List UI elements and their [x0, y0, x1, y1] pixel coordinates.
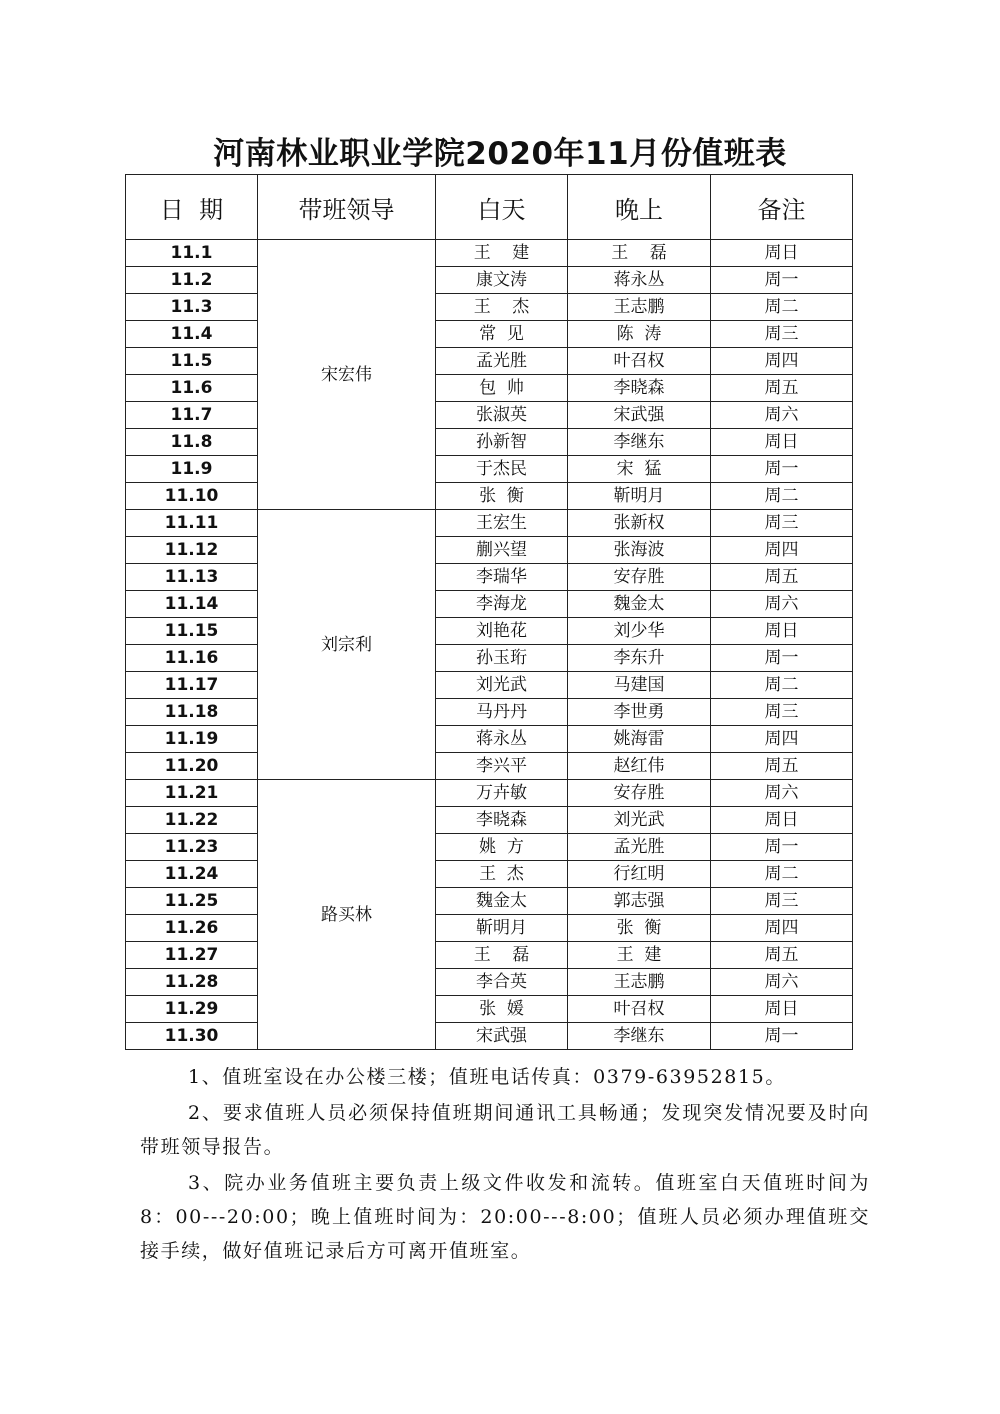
cell-date: 11.10	[126, 483, 258, 510]
header-leader: 带班领导	[258, 175, 436, 240]
cell-date: 11.25	[126, 888, 258, 915]
table-row	[126, 537, 853, 564]
cell-night-duty: 张海波	[568, 537, 711, 564]
cell-date: 11.26	[126, 915, 258, 942]
cell-day-duty: 李瑞华	[436, 564, 568, 591]
table-row	[126, 942, 853, 969]
cell-remark: 周二	[711, 294, 853, 321]
cell-leader: 宋宏伟	[258, 240, 436, 510]
cell-date: 11.13	[126, 564, 258, 591]
cell-remark: 周二	[711, 483, 853, 510]
page-title: 河南林业职业学院2020年11月份值班表	[213, 136, 787, 172]
cell-day-duty: 李晓森	[436, 807, 568, 834]
cell-night-duty: 王 建	[568, 942, 711, 969]
cell-remark: 周日	[711, 996, 853, 1023]
table-row	[126, 834, 853, 861]
cell-date: 11.29	[126, 996, 258, 1023]
cell-day-duty: 刘光武	[436, 672, 568, 699]
table-row	[126, 807, 853, 834]
cell-day-duty: 王 杰	[436, 861, 568, 888]
cell-remark: 周六	[711, 969, 853, 996]
table-row	[126, 726, 853, 753]
note-2: 2、要求值班人员必须保持值班期间通讯工具畅通；发现突发情况要及时向带班领导报告。	[140, 1102, 870, 1158]
cell-night-duty: 靳明月	[568, 483, 711, 510]
notes-section	[140, 1060, 870, 1270]
cell-night-duty: 叶召权	[568, 348, 711, 375]
cell-night-duty: 王志鹏	[568, 294, 711, 321]
cell-remark: 周二	[711, 861, 853, 888]
cell-remark: 周三	[711, 888, 853, 915]
table-row	[126, 969, 853, 996]
cell-night-duty: 李继东	[568, 1023, 711, 1050]
cell-remark: 周日	[711, 807, 853, 834]
cell-day-duty: 宋武强	[436, 1023, 568, 1050]
cell-remark: 周日	[711, 429, 853, 456]
cell-day-duty: 刘艳花	[436, 618, 568, 645]
cell-date: 11.24	[126, 861, 258, 888]
table-row	[126, 348, 853, 375]
cell-remark: 周五	[711, 753, 853, 780]
cell-remark: 周一	[711, 267, 853, 294]
cell-date: 11.12	[126, 537, 258, 564]
cell-remark: 周四	[711, 915, 853, 942]
header-date: 日 期	[126, 175, 258, 240]
cell-day-duty: 魏金太	[436, 888, 568, 915]
cell-day-duty: 张 媛	[436, 996, 568, 1023]
cell-night-duty: 李继东	[568, 429, 711, 456]
cell-leader: 刘宗利	[258, 510, 436, 780]
cell-night-duty: 宋 猛	[568, 456, 711, 483]
table-row	[126, 240, 853, 267]
cell-leader: 路买林	[258, 780, 436, 1050]
table-row	[126, 510, 853, 537]
cell-date: 11.2	[126, 267, 258, 294]
table-row	[126, 483, 853, 510]
table-row	[126, 591, 853, 618]
cell-date: 11.15	[126, 618, 258, 645]
cell-day-duty: 靳明月	[436, 915, 568, 942]
cell-day-duty: 王宏生	[436, 510, 568, 537]
cell-date: 11.6	[126, 375, 258, 402]
cell-date: 11.23	[126, 834, 258, 861]
table-row	[126, 456, 853, 483]
table-row	[126, 861, 853, 888]
cell-date: 11.11	[126, 510, 258, 537]
table-row	[126, 402, 853, 429]
table-row	[126, 915, 853, 942]
cell-night-duty: 宋武强	[568, 402, 711, 429]
header-day: 白天	[436, 175, 568, 240]
cell-date: 11.9	[126, 456, 258, 483]
cell-remark: 周四	[711, 537, 853, 564]
cell-night-duty: 刘少华	[568, 618, 711, 645]
cell-night-duty: 张新权	[568, 510, 711, 537]
cell-day-duty: 李兴平	[436, 753, 568, 780]
cell-night-duty: 安存胜	[568, 780, 711, 807]
cell-remark: 周四	[711, 348, 853, 375]
cell-day-duty: 李合英	[436, 969, 568, 996]
cell-day-duty: 马丹丹	[436, 699, 568, 726]
cell-date: 11.7	[126, 402, 258, 429]
cell-remark: 周日	[711, 618, 853, 645]
cell-day-duty: 于杰民	[436, 456, 568, 483]
table-row	[126, 996, 853, 1023]
table-row	[126, 780, 853, 807]
cell-remark: 周六	[711, 591, 853, 618]
cell-remark: 周四	[711, 726, 853, 753]
cell-remark: 周一	[711, 645, 853, 672]
cell-remark: 周三	[711, 321, 853, 348]
cell-night-duty: 孟光胜	[568, 834, 711, 861]
cell-remark: 周三	[711, 699, 853, 726]
cell-night-duty: 李世勇	[568, 699, 711, 726]
cell-date: 11.16	[126, 645, 258, 672]
header-remark: 备注	[711, 175, 853, 240]
cell-remark: 周五	[711, 375, 853, 402]
cell-day-duty: 常 见	[436, 321, 568, 348]
cell-day-duty: 姚 方	[436, 834, 568, 861]
cell-date: 11.21	[126, 780, 258, 807]
cell-night-duty: 郭志强	[568, 888, 711, 915]
cell-day-duty: 孙玉珩	[436, 645, 568, 672]
table-row	[126, 753, 853, 780]
cell-date: 11.5	[126, 348, 258, 375]
table-row	[126, 672, 853, 699]
cell-night-duty: 李东升	[568, 645, 711, 672]
header-night: 晚上	[568, 175, 711, 240]
cell-date: 11.1	[126, 240, 258, 267]
cell-night-duty: 叶召权	[568, 996, 711, 1023]
table-row	[126, 321, 853, 348]
cell-day-duty: 王 杰	[436, 294, 568, 321]
table-row	[126, 645, 853, 672]
note-3: 3、院办业务值班主要负责上级文件收发和流转。值班室白天值班时间为 8：00---20:00；晚上值班时间为：20:00---8:00；值班人员必须办理值班交接手续，做好值班记录后方可离开值班室。	[140, 1172, 870, 1262]
cell-date: 11.18	[126, 699, 258, 726]
cell-day-duty: 张淑英	[436, 402, 568, 429]
cell-date: 11.4	[126, 321, 258, 348]
cell-day-duty: 蒋永丛	[436, 726, 568, 753]
cell-date: 11.3	[126, 294, 258, 321]
cell-night-duty: 魏金太	[568, 591, 711, 618]
cell-night-duty: 蒋永丛	[568, 267, 711, 294]
cell-remark: 周一	[711, 1023, 853, 1050]
cell-date: 11.19	[126, 726, 258, 753]
cell-night-duty: 姚海雷	[568, 726, 711, 753]
table-row	[126, 699, 853, 726]
cell-day-duty: 康文涛	[436, 267, 568, 294]
table-row	[126, 294, 853, 321]
table-row	[126, 888, 853, 915]
cell-remark: 周一	[711, 834, 853, 861]
table-body	[126, 240, 853, 1050]
cell-night-duty: 王志鹏	[568, 969, 711, 996]
cell-date: 11.14	[126, 591, 258, 618]
table-row	[126, 564, 853, 591]
cell-night-duty: 马建国	[568, 672, 711, 699]
duty-table	[125, 174, 853, 1050]
cell-day-duty: 孟光胜	[436, 348, 568, 375]
cell-remark: 周二	[711, 672, 853, 699]
cell-remark: 周五	[711, 564, 853, 591]
note-1: 1、值班室设在办公楼三楼；值班电话传真：0379-63952815。	[188, 1066, 786, 1088]
cell-date: 11.20	[126, 753, 258, 780]
table-row	[126, 618, 853, 645]
cell-remark: 周三	[711, 510, 853, 537]
cell-remark: 周日	[711, 240, 853, 267]
cell-night-duty: 陈 涛	[568, 321, 711, 348]
table-row	[126, 429, 853, 456]
cell-night-duty: 张 衡	[568, 915, 711, 942]
cell-day-duty: 蒯兴望	[436, 537, 568, 564]
cell-day-duty: 包 帅	[436, 375, 568, 402]
cell-date: 11.30	[126, 1023, 258, 1050]
cell-day-duty: 王 建	[436, 240, 568, 267]
table-row	[126, 1023, 853, 1050]
cell-night-duty: 刘光武	[568, 807, 711, 834]
table-row	[126, 375, 853, 402]
cell-day-duty: 李海龙	[436, 591, 568, 618]
cell-date: 11.8	[126, 429, 258, 456]
cell-night-duty: 安存胜	[568, 564, 711, 591]
cell-remark: 周五	[711, 942, 853, 969]
cell-night-duty: 王 磊	[568, 240, 711, 267]
cell-night-duty: 李晓森	[568, 375, 711, 402]
cell-day-duty: 孙新智	[436, 429, 568, 456]
cell-day-duty: 万卉敏	[436, 780, 568, 807]
table-row	[126, 267, 853, 294]
cell-remark: 周一	[711, 456, 853, 483]
cell-date: 11.27	[126, 942, 258, 969]
cell-remark: 周六	[711, 780, 853, 807]
table-header-row	[126, 175, 853, 240]
cell-date: 11.17	[126, 672, 258, 699]
cell-day-duty: 王 磊	[436, 942, 568, 969]
cell-night-duty: 行红明	[568, 861, 711, 888]
cell-day-duty: 张 衡	[436, 483, 568, 510]
cell-date: 11.28	[126, 969, 258, 996]
cell-night-duty: 赵红伟	[568, 753, 711, 780]
cell-remark: 周六	[711, 402, 853, 429]
cell-date: 11.22	[126, 807, 258, 834]
